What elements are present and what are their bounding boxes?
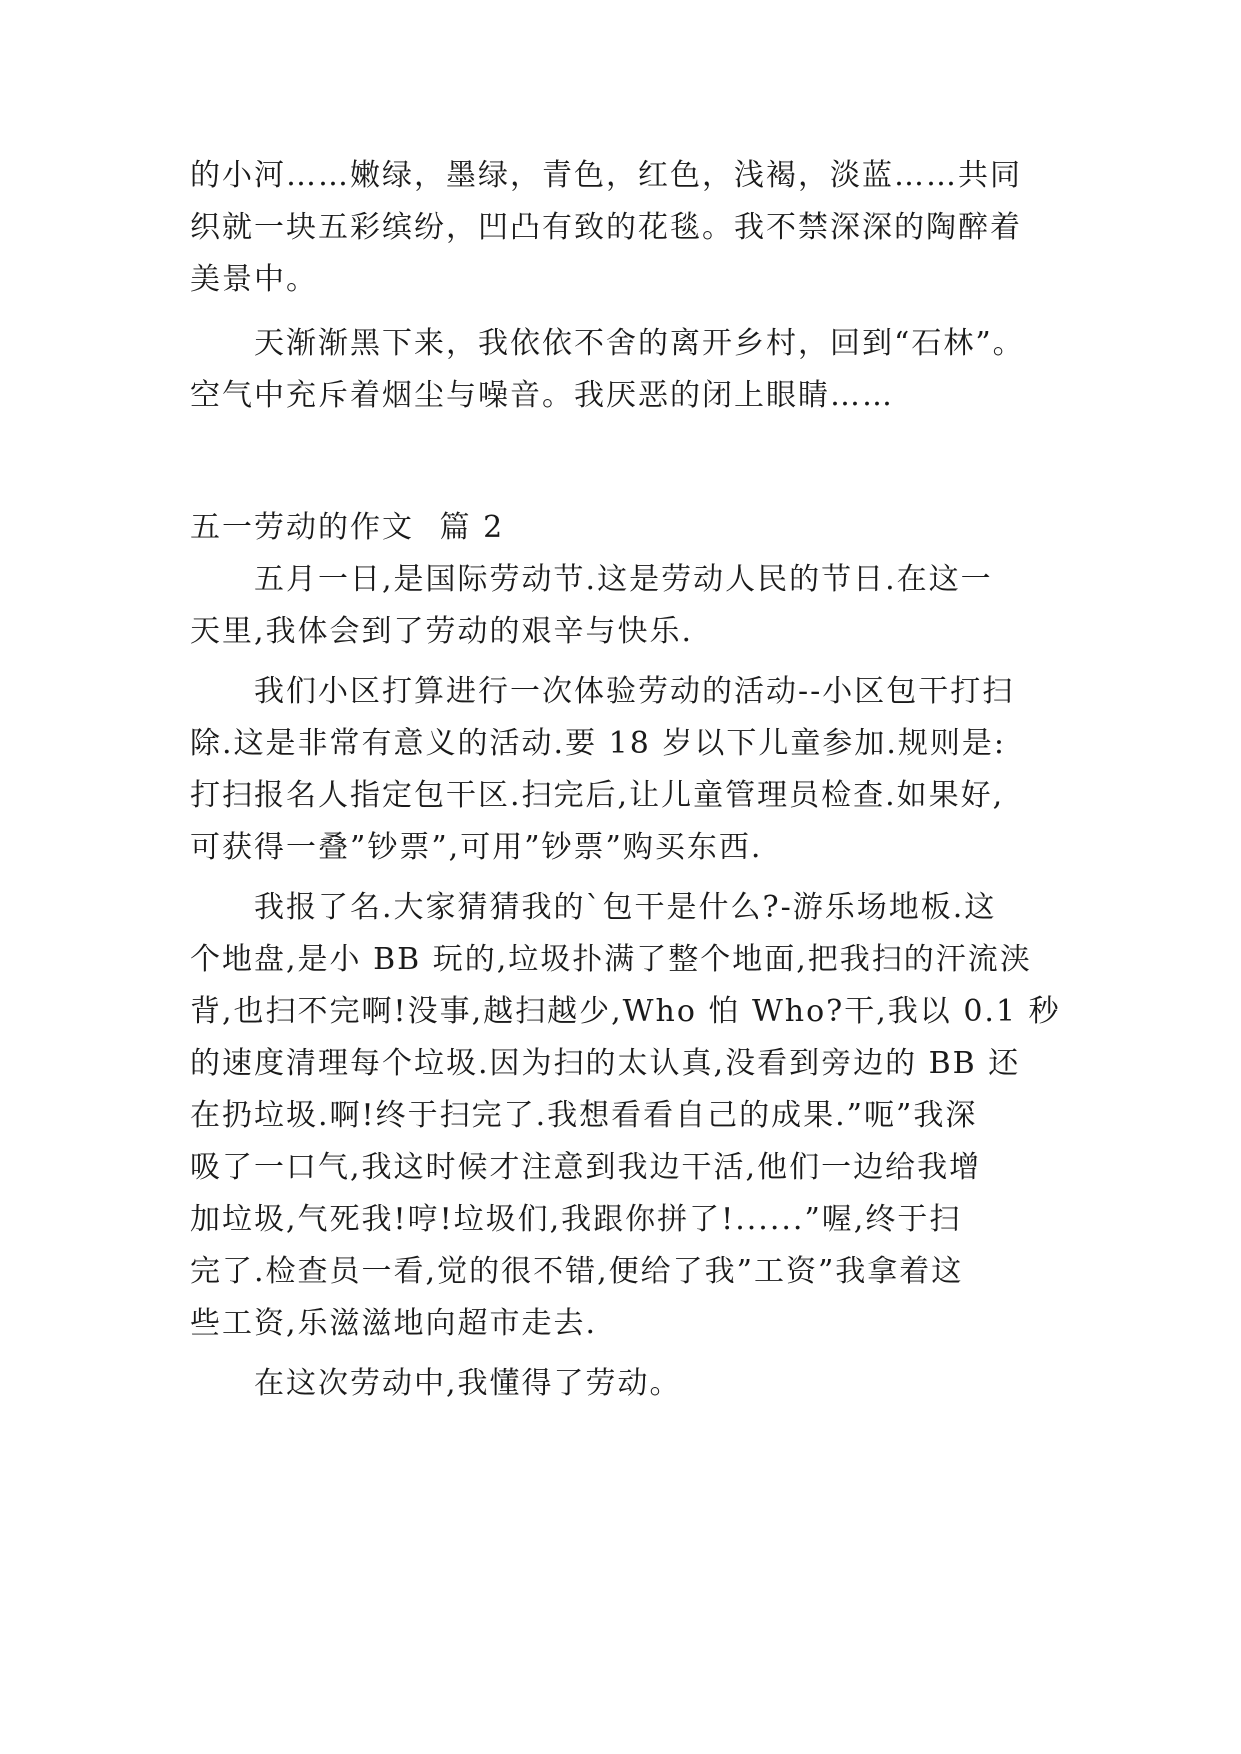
paragraph-line: 我们小区打算进行一次体验劳动的活动--小区包干打扫 [254, 674, 1015, 709]
paragraph-line: 吸了一口气,我这时候才注意到我边干活,他们一边给我增 [190, 1150, 982, 1185]
paragraph-line: 织就一块五彩缤纷，凹凸有致的花毯。我不禁深深的陶醉着 [190, 210, 1022, 245]
paragraph-line: 天渐渐黑下来，我依依不舍的离开乡村，回到“石林”。 [254, 326, 1025, 361]
paragraph-line: 背,也扫不完啊!没事,越扫越少,Who 怕 Who?干,我以 0.1 秒 [190, 994, 1061, 1029]
paragraph-line: 可获得一叠”钞票”,可用”钞票”购买东西. [190, 830, 763, 865]
paragraph-line: 空气中充斥着烟尘与噪音。我厌恶的闭上眼睛…… [190, 378, 894, 413]
paragraph-line: 加垃圾,气死我!哼!垃圾们,我跟你拼了!......”喔,终于扫 [190, 1202, 962, 1237]
paragraph-line: 的小河……嫩绿，墨绿，青色，红色，浅褐，淡蓝……共同 [190, 158, 1022, 193]
paragraph-line: 除.这是非常有意义的活动.要 18 岁以下儿童参加.规则是: [190, 726, 1006, 761]
paragraph-line: 美景中。 [190, 262, 318, 297]
paragraph-line: 打扫报名人指定包干区.扫完后,让儿童管理员检查.如果好, [190, 778, 1005, 813]
paragraph-line: 天里,我体会到了劳动的艰辛与快乐. [190, 614, 694, 649]
heading-part: 篇 2 [439, 510, 505, 545]
paragraph-line: 我报了名.大家猜猜我的`包干是什么?-游乐场地板.这 [254, 890, 997, 925]
paragraph-line: 在这次劳动中,我懂得了劳动。 [254, 1366, 682, 1401]
paragraph-line: 个地盘,是小 BB 玩的,垃圾扑满了整个地面,把我扫的汗流浃 [190, 942, 1032, 977]
paragraph-line: 在扔垃圾.啊!终于扫完了.我想看看自己的成果.”呃”我深 [190, 1098, 978, 1133]
section-1-body [190, 150, 1050, 422]
paragraph-line: 五月一日,是国际劳动节.这是劳动人民的节日.在这一 [254, 562, 993, 597]
paragraph-line: 些工资,乐滋滋地向超市走去. [190, 1306, 598, 1341]
heading-title: 五一劳动的作文 [190, 510, 414, 545]
section-heading [190, 502, 504, 554]
section-2-body [190, 554, 1061, 1410]
paragraph-line: 的速度清理每个垃圾.因为扫的太认真,没看到旁边的 BB 还 [190, 1046, 1021, 1081]
paragraph-line: 完了.检查员一看,觉的很不错,便给了我”工资”我拿着这 [190, 1254, 964, 1289]
